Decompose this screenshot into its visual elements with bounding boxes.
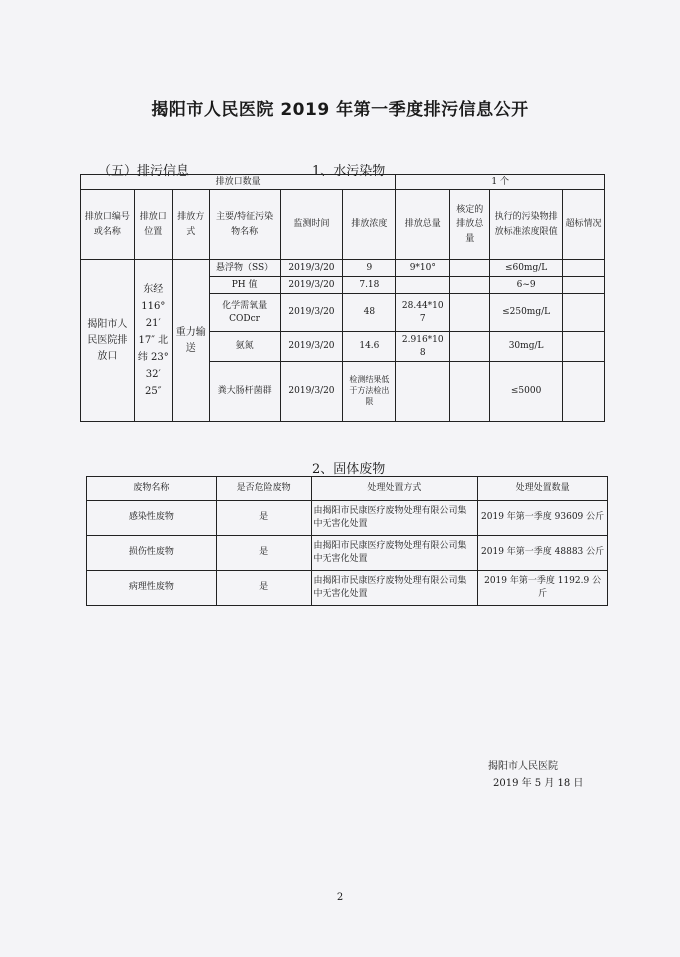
exceed-status: [563, 294, 605, 332]
hazard-flag: 是: [216, 501, 311, 536]
col-header: 处理处置方式: [311, 477, 478, 501]
solid-waste-table: [86, 476, 608, 606]
solid-section-title: 2、固体废物: [312, 462, 386, 477]
monitor-date: 2019/3/20: [280, 362, 343, 422]
concentration: 14.6: [343, 332, 396, 362]
concentration: 7.18: [343, 277, 396, 294]
exceed-status: [563, 362, 605, 422]
total-discharge: [396, 362, 450, 422]
approved-total: [450, 362, 490, 422]
col-header: 是否危险废物: [216, 477, 311, 501]
outlet-count-value: 1 个: [396, 175, 605, 190]
pollutant-name: PH 值: [209, 277, 280, 294]
col-header: 超标情况: [563, 190, 605, 260]
col-header: 主要/特征污染物名称: [209, 190, 280, 260]
col-header: 核定的排放总量: [450, 190, 490, 260]
signature-org: 揭阳市人民医院: [488, 761, 558, 772]
water-section-title: 1、水污染物: [312, 164, 386, 179]
standard-limit: ≤250mg/L: [490, 294, 563, 332]
standard-limit: 6~9: [490, 277, 563, 294]
col-header: 废物名称: [87, 477, 217, 501]
standard-limit: ≤60mg/L: [490, 260, 563, 277]
disposal-method: 由揭阳市民康医疗废物处理有限公司集中无害化处置: [311, 571, 478, 606]
disposal-quantity: 2019 年第一季度 93609 公斤: [478, 501, 608, 536]
disposal-method: 由揭阳市民康医疗废物处理有限公司集中无害化处置: [311, 501, 478, 536]
waste-name: 感染性废物: [87, 501, 217, 536]
disposal-quantity: 2019 年第一季度 48883 公斤: [478, 536, 608, 571]
col-header: 执行的污染物排放标准浓度限值: [490, 190, 563, 260]
standard-limit: ≤5000: [490, 362, 563, 422]
total-discharge: 9*10°: [396, 260, 450, 277]
total-discharge: [396, 277, 450, 294]
page-title: 揭阳市人民医院 2019 年第一季度排污信息公开: [151, 100, 529, 120]
hazard-flag: 是: [216, 536, 311, 571]
waste-name: 损伤性废物: [87, 536, 217, 571]
total-discharge: 2.916*10 8: [396, 332, 450, 362]
pollutant-name: 氨氮: [209, 332, 280, 362]
disposal-quantity: 2019 年第一季度 1192.9 公斤: [478, 571, 608, 606]
exceed-status: [563, 332, 605, 362]
approved-total: [450, 260, 490, 277]
disposal-method: 由揭阳市民康医疗废物处理有限公司集中无害化处置: [311, 536, 478, 571]
outlet-location: 东经 116° 21′ 17″ 北纬 23° 32′ 25″: [134, 260, 172, 422]
col-header: 排放口编号或名称: [81, 190, 135, 260]
hazard-flag: 是: [216, 571, 311, 606]
concentration: 48: [343, 294, 396, 332]
monitor-date: 2019/3/20: [280, 277, 343, 294]
total-discharge: 28.44*10 7: [396, 294, 450, 332]
standard-limit: 30mg/L: [490, 332, 563, 362]
col-header: 排放方式: [172, 190, 209, 260]
approved-total: [450, 277, 490, 294]
outlet-count-label: 排放口数量: [81, 175, 396, 190]
approved-total: [450, 332, 490, 362]
page-number: 2: [336, 892, 344, 903]
col-header: 排放浓度: [343, 190, 396, 260]
monitor-date: 2019/3/20: [280, 260, 343, 277]
concentration: 检测结果低于方法检出限: [343, 362, 396, 422]
pollutant-name: 悬浮物（SS）: [209, 260, 280, 277]
monitor-date: 2019/3/20: [280, 332, 343, 362]
exceed-status: [563, 277, 605, 294]
outlet-name: 揭阳市人民医院排放口: [81, 260, 135, 422]
discharge-method: 重力输送: [172, 260, 209, 422]
col-header: 监测时间: [280, 190, 343, 260]
signature-date: 2019 年 5 月 18 日: [493, 778, 584, 789]
exceed-status: [563, 260, 605, 277]
concentration: 9: [343, 260, 396, 277]
section-label: （五）排污信息: [98, 164, 190, 179]
monitor-date: 2019/3/20: [280, 294, 343, 332]
water-pollutant-table: [80, 174, 605, 422]
approved-total: [450, 294, 490, 332]
pollutant-name: 粪大肠杆菌群: [209, 362, 280, 422]
col-header: 处理处置数量: [478, 477, 608, 501]
col-header: 排放总量: [396, 190, 450, 260]
pollutant-name: 化学需氧量 CODcr: [209, 294, 280, 332]
col-header: 排放口位置: [134, 190, 172, 260]
waste-name: 病理性废物: [87, 571, 217, 606]
